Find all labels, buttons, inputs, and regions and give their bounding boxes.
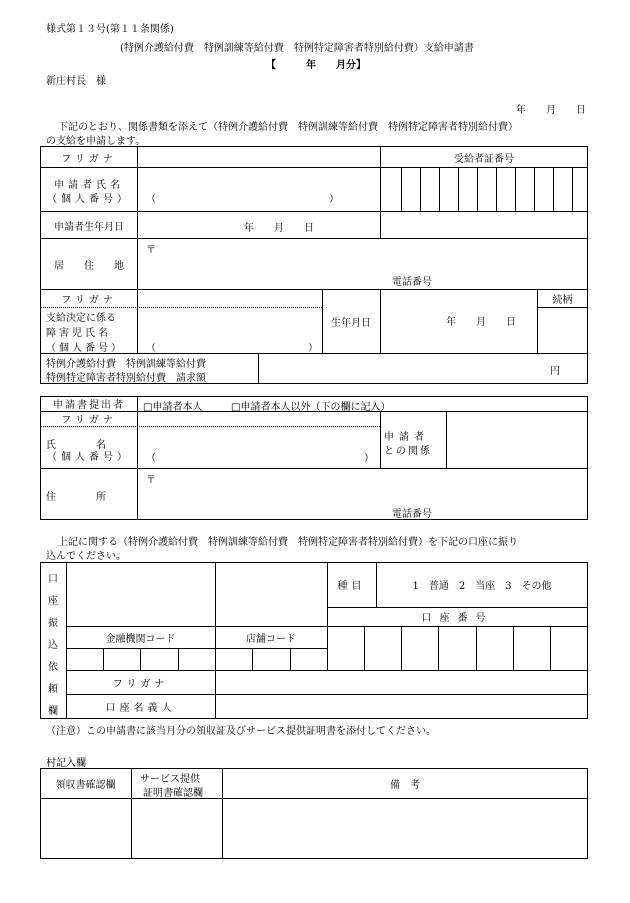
submitter-furigana-label: フリガナ — [61, 415, 117, 426]
applicant-birth-value: 年 月 日 — [244, 223, 314, 234]
submitter-id-open: （ — [146, 453, 156, 464]
relation-label-1: 申請者 — [384, 432, 429, 443]
bank-side-label-3: 込 — [48, 640, 58, 651]
child-label-3: （個人番号） — [46, 343, 124, 354]
child-furigana-label: フリガナ — [61, 294, 117, 306]
bank-code-label: 金融機関コード — [105, 633, 176, 645]
relation-label: 続柄 — [552, 294, 573, 306]
bank-side-label-4: 依 — [48, 662, 58, 673]
holder-furigana-label: フリガナ — [112, 678, 169, 690]
attachment-note: （注意）この申請書に該当月分の領収証及びサービス提供証明書を添付してください。 — [46, 726, 436, 737]
service-check-label-1: サービス提供 — [140, 774, 200, 785]
phone-label: 電話番号 — [392, 277, 432, 288]
applicant-name-label: 申請者氏名 — [54, 179, 124, 191]
account-type-label: 種目 — [337, 581, 366, 592]
postal-mark: 〒 — [146, 245, 156, 256]
submission-date: 年 月 日 — [516, 105, 586, 116]
child-id-close: ） — [308, 343, 318, 354]
form-period: 【 年 月分】 — [266, 60, 366, 71]
service-check-label-2: 証明書確認欄 — [143, 788, 203, 799]
child-birth-label: 生年月日 — [331, 317, 371, 329]
applicant-id-close: ） — [329, 194, 339, 205]
submitter-label: 申請書提出者 — [53, 400, 125, 411]
account-number-label: 口座番号 — [421, 613, 494, 624]
bank-side-label-1: 座 — [48, 596, 58, 607]
applicant-furigana-label: フリガナ — [61, 153, 117, 165]
submitter-id-close: ） — [364, 453, 374, 464]
form-title: (特例介護給付費 特例訓練等給付費 特例特定障害者特別給付費）支給申請書 — [120, 43, 474, 54]
child-label-2: 障害児氏名 — [46, 328, 111, 339]
branch-code-label: 店舗コード — [246, 633, 296, 645]
remarks-label: 備 考 — [390, 779, 420, 791]
applicant-id-open: （ — [146, 194, 156, 205]
intro-text-1: 下記のとおり、関係書類を添えて（特例介護給付費 特例訓練等給付費 特例特定障害者特別給付費） — [58, 122, 518, 133]
submitter-address-label: 住 所 — [46, 492, 106, 503]
child-birth-value: 年 月 日 — [446, 317, 516, 328]
bank-side-label-6: 欄 — [48, 706, 58, 717]
applicant-birth-label: 申請者生年月日 — [54, 221, 124, 233]
recipient-cert-label: 受給者証番号 — [454, 153, 514, 165]
bank-text-2: 込んでください。 — [46, 551, 126, 562]
bank-text-1: 上記に関する（特例介護給付費 特例訓練等給付費 特例特定障害者特別給付費）を下記の口座に振り — [58, 537, 518, 548]
village-section-title: 村記入欄 — [46, 758, 86, 769]
claim-unit: 円 — [550, 366, 560, 377]
form-number: 様式第１３号(第１１条関係) — [46, 24, 174, 35]
account-holder-label: 口座名義人 — [105, 703, 176, 714]
submitter-name-label: 氏 名 — [46, 440, 106, 451]
bank-side-label-0: 口 — [48, 574, 58, 585]
claim-label-2: 特例特定障害者特別給付費 請求額 — [46, 373, 206, 384]
receipt-check-label: 領収書確認欄 — [55, 779, 116, 791]
applicant-id-label: （個人番号） — [47, 193, 131, 205]
address-label: 居 住 地 — [54, 260, 124, 272]
option-applicant-self[interactable]: □申請者本人 — [143, 402, 203, 413]
bank-side-label-5: 頼 — [48, 684, 58, 695]
submitter-postal-mark: 〒 — [146, 475, 156, 486]
intro-text-2: の支給を申請します。 — [46, 136, 146, 147]
child-label-1: 支給決定に係る — [46, 313, 116, 324]
submitter-phone-label: 電話番号 — [392, 509, 432, 520]
account-type-options[interactable]: 1 普通 2 当座 3 その他 — [412, 581, 552, 592]
bank-side-label-2: 振 — [48, 618, 58, 629]
addressee: 新庄村長 様 — [46, 76, 106, 87]
submitter-id-label: （個人番号） — [47, 451, 131, 463]
child-id-open: （ — [146, 343, 156, 354]
claim-label-1: 特例介護給付費 特例訓練等給付費 — [46, 359, 206, 370]
relation-label-2: との関係 — [384, 446, 432, 457]
option-applicant-other[interactable]: □申請者本人以外（下の欄に記入） — [231, 402, 391, 413]
